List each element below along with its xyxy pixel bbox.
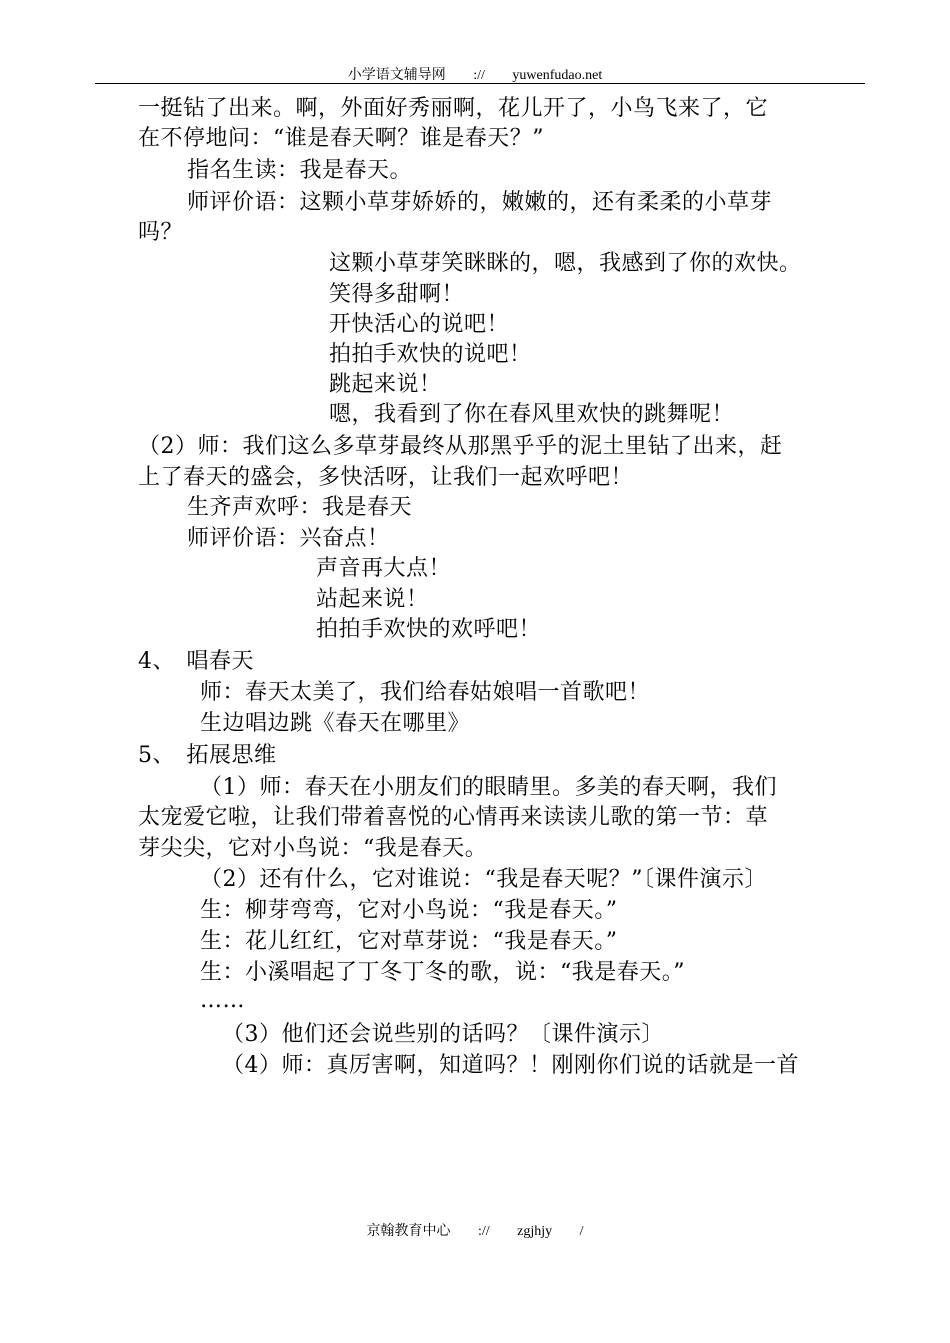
text-line: 生：柳芽弯弯，它对小鸟说：“我是春天。” — [200, 898, 618, 923]
text-line: 跳起来说！ — [329, 372, 442, 397]
ellipsis-line: …… — [200, 988, 245, 1013]
footer-domain: zgjhjy — [517, 1224, 553, 1239]
text-line: 开快活心的说吧！ — [329, 312, 510, 337]
text-line: （2）还有什么，它对谁说：“我是春天呢？”〔课件演示〕 — [200, 867, 767, 892]
text-line: 拍拍手欢快的欢呼吧！ — [316, 617, 542, 642]
section-heading: 4、 唱春天 — [138, 649, 254, 674]
section-heading: 5、 拓展思维 — [138, 743, 277, 768]
text-line: 师评价语：这颗小草芽娇娇的，嫩嫩的，还有柔柔的小草芽 — [187, 190, 773, 215]
header-rule — [95, 83, 865, 84]
text-line: （4）师：真厉害啊，知道吗？！刚刚你们说的话就是一首 — [222, 1053, 799, 1078]
footer-tail: / — [579, 1224, 584, 1239]
text-line: （1）师：春天在小朋友们的眼睛里。多美的春天啊，我们 — [200, 775, 777, 800]
text-line: 师：春天太美了，我们给春姑娘唱一首歌吧！ — [200, 680, 651, 705]
header-separator: :// — [473, 68, 485, 83]
text-line: 师评价语：兴奋点！ — [187, 526, 390, 551]
text-line: 生边唱边跳《春天在哪里》 — [200, 711, 471, 736]
header-domain: yuwenfudao.net — [512, 68, 603, 83]
page-header — [0, 64, 950, 84]
text-line: 生齐声欢呼：我是春天 — [187, 495, 413, 520]
footer-separator: :// — [477, 1224, 490, 1239]
text-line: 太宠爱它啦，让我们带着喜悦的心情再来读读儿歌的第一节：草 — [138, 805, 769, 830]
header-site-name: 小学语文辅导网 — [347, 68, 446, 83]
text-line: 拍拍手欢快的说吧！ — [329, 342, 532, 367]
text-line: 指名生读：我是春天。 — [187, 158, 413, 183]
text-line: （3）他们还会说些别的话吗？〔课件演示〕 — [222, 1022, 664, 1047]
text-line: 在不停地问：“谁是春天啊？谁是春天？” — [138, 126, 544, 151]
text-line: 声音再大点！ — [316, 556, 452, 581]
text-line: 一挺钻了出来。啊，外面好秀丽啊，花儿开了，小鸟飞来了，它 — [138, 96, 769, 121]
text-line: （2）师：我们这么多草芽最终从那黑乎乎的泥土里钻了出来，赶 — [138, 434, 783, 459]
footer-org-name: 京翰教育中心 — [366, 1224, 451, 1239]
text-line: 吗？ — [138, 220, 184, 245]
text-line: 芽尖尖，它对小鸟说：“我是春天。 — [138, 836, 488, 861]
text-line: 生：花儿红红，它对草芽说：“我是春天。” — [200, 929, 618, 954]
text-line: 嗯，我看到了你在春风里欢快的跳舞呢！ — [329, 402, 735, 427]
text-line: 这颗小草芽笑眯眯的，嗯，我感到了你的欢快。 — [329, 251, 802, 276]
text-line: 站起来说！ — [316, 587, 429, 612]
page-footer — [0, 1220, 950, 1240]
text-line: 笑得多甜啊！ — [329, 282, 465, 307]
text-line: 生：小溪唱起了丁冬丁冬的歌，说：“我是春天。” — [200, 960, 685, 985]
text-line: 上了春天的盛会，多快活呀，让我们一起欢呼吧！ — [138, 465, 634, 490]
